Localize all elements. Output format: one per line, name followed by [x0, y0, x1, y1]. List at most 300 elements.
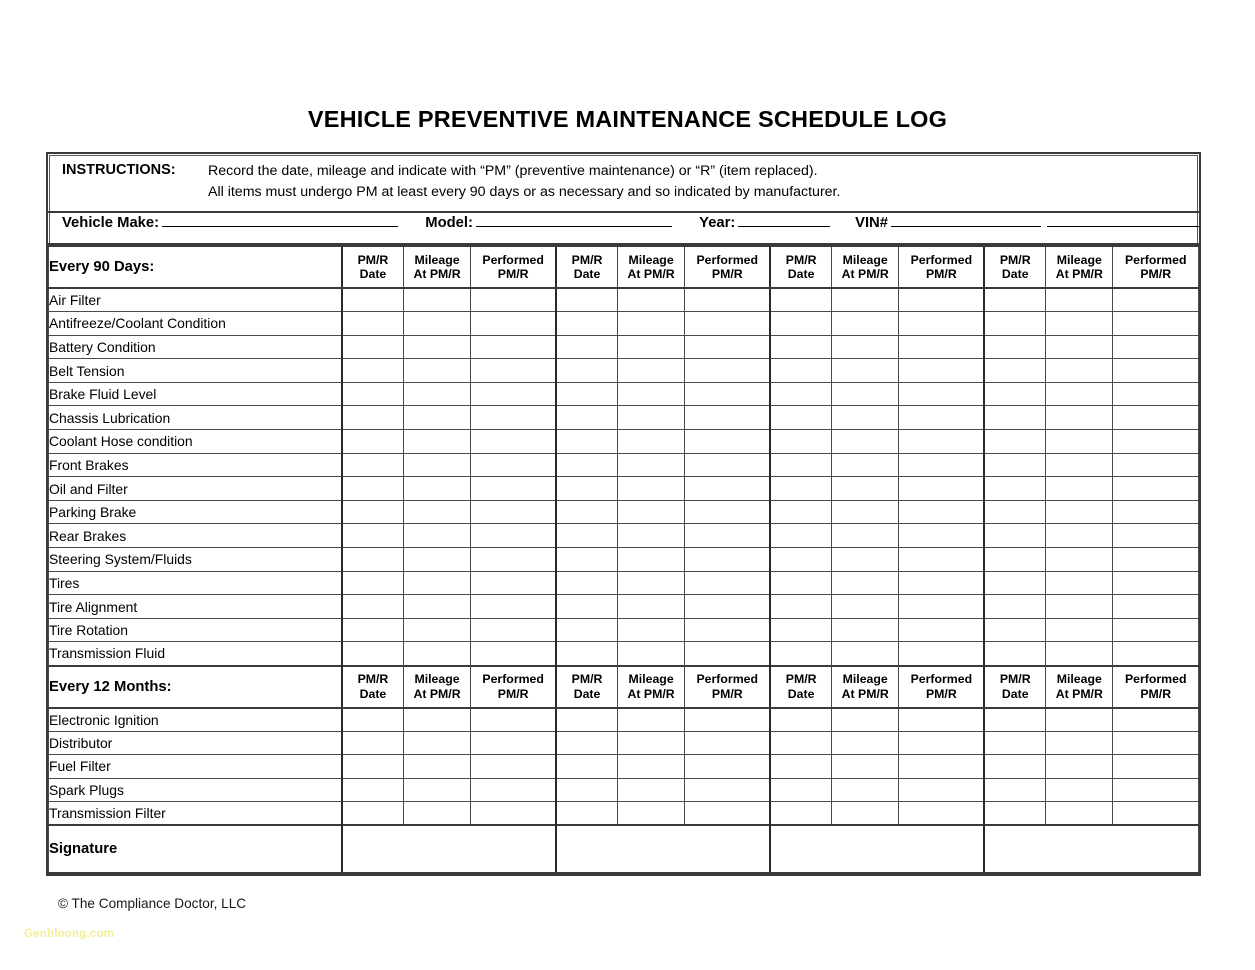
entry-cell-performed[interactable] [685, 382, 770, 406]
entry-cell-performed[interactable] [685, 524, 770, 548]
entry-cell-performed[interactable] [899, 524, 984, 548]
entry-cell-mileage[interactable] [617, 642, 684, 666]
entry-cell-mileage[interactable] [832, 802, 899, 826]
entry-cell-mileage[interactable] [617, 731, 684, 755]
entry-cell-pmr-date[interactable] [984, 359, 1045, 383]
vehicle-vin-field[interactable] [855, 213, 1199, 231]
entry-cell-performed[interactable] [685, 406, 770, 430]
entry-cell-performed[interactable] [899, 708, 984, 732]
entry-cell-performed[interactable] [471, 500, 556, 524]
colheader-performed-pmr: Performed PM/R [685, 666, 770, 708]
colheader-pmr-date: PM/R Date [770, 246, 831, 288]
entry-cell-mileage[interactable] [617, 453, 684, 477]
entry-cell-performed[interactable] [685, 335, 770, 359]
entry-cell-performed[interactable] [471, 382, 556, 406]
entry-cell-pmr-date[interactable] [770, 335, 831, 359]
entry-cell-performed[interactable] [899, 288, 984, 312]
entry-cell-performed[interactable] [471, 778, 556, 802]
vehicle-make-label: Vehicle Make: [62, 215, 160, 231]
entry-cell-pmr-date[interactable] [342, 524, 403, 548]
maintenance-log-form [46, 152, 1201, 876]
entry-cell-performed[interactable] [1113, 406, 1199, 430]
entry-cell-pmr-date[interactable] [984, 731, 1045, 755]
entry-cell-pmr-date[interactable] [770, 312, 831, 336]
entry-cell-mileage[interactable] [1046, 406, 1113, 430]
entry-cell-mileage[interactable] [617, 382, 684, 406]
log-table-body [49, 246, 1199, 873]
entry-cell-pmr-date[interactable] [770, 477, 831, 501]
entry-cell-pmr-date[interactable] [342, 477, 403, 501]
entry-cell-pmr-date[interactable] [556, 500, 617, 524]
entry-cell-pmr-date[interactable] [556, 778, 617, 802]
entry-cell-mileage[interactable] [617, 312, 684, 336]
entry-cell-mileage[interactable] [832, 359, 899, 383]
entry-cell-pmr-date[interactable] [342, 755, 403, 779]
entry-cell-performed[interactable] [471, 731, 556, 755]
entry-cell-performed[interactable] [471, 524, 556, 548]
entry-cell-performed[interactable] [899, 500, 984, 524]
entry-cell-pmr-date[interactable] [556, 802, 617, 826]
entry-cell-pmr-date[interactable] [342, 453, 403, 477]
entry-cell-mileage[interactable] [832, 755, 899, 779]
entry-cell-mileage[interactable] [1046, 731, 1113, 755]
entry-cell-mileage[interactable] [832, 406, 899, 430]
entry-cell-performed[interactable] [685, 288, 770, 312]
entry-cell-pmr-date[interactable] [556, 618, 617, 642]
entry-cell-mileage[interactable] [403, 802, 470, 826]
entry-cell-mileage[interactable] [617, 524, 684, 548]
entry-cell-performed[interactable] [471, 548, 556, 572]
entry-cell-pmr-date[interactable] [556, 548, 617, 572]
entry-cell-mileage[interactable] [832, 731, 899, 755]
item-label: Parking Brake [49, 500, 343, 524]
vehicle-year-field[interactable] [699, 213, 830, 231]
colheader-mileage-at-pmr: Mileage At PM/R [1046, 246, 1113, 288]
entry-cell-pmr-date[interactable] [556, 642, 617, 666]
entry-cell-pmr-date[interactable] [556, 312, 617, 336]
entry-cell-performed[interactable] [471, 335, 556, 359]
entry-cell-pmr-date[interactable] [984, 642, 1045, 666]
entry-cell-performed[interactable] [899, 382, 984, 406]
entry-cell-mileage[interactable] [1046, 524, 1113, 548]
entry-cell-performed[interactable] [899, 453, 984, 477]
entry-cell-pmr-date[interactable] [984, 548, 1045, 572]
entry-cell-performed[interactable] [471, 477, 556, 501]
entry-cell-performed[interactable] [1113, 500, 1199, 524]
vehicle-year-input[interactable] [738, 213, 830, 227]
entry-cell-performed[interactable] [899, 477, 984, 501]
signature-entry-cell[interactable] [556, 825, 770, 873]
entry-cell-pmr-date[interactable] [342, 359, 403, 383]
entry-cell-performed[interactable] [1113, 453, 1199, 477]
entry-cell-mileage[interactable] [832, 430, 899, 454]
entry-cell-pmr-date[interactable] [770, 382, 831, 406]
item-label: Brake Fluid Level [49, 382, 343, 406]
entry-cell-performed[interactable] [471, 708, 556, 732]
entry-cell-performed[interactable] [471, 618, 556, 642]
entry-cell-pmr-date[interactable] [556, 382, 617, 406]
page-title: VEHICLE PREVENTIVE MAINTENANCE SCHEDULE LOG [307, 106, 948, 132]
entry-cell-pmr-date[interactable] [770, 453, 831, 477]
entry-cell-mileage[interactable] [1046, 708, 1113, 732]
entry-cell-mileage[interactable] [832, 778, 899, 802]
entry-cell-pmr-date[interactable] [342, 802, 403, 826]
entry-cell-pmr-date[interactable] [984, 430, 1045, 454]
entry-cell-mileage[interactable] [403, 618, 470, 642]
entry-cell-mileage[interactable] [403, 477, 470, 501]
entry-cell-mileage[interactable] [403, 595, 470, 619]
entry-cell-mileage[interactable] [1046, 382, 1113, 406]
entry-cell-mileage[interactable] [1046, 571, 1113, 595]
entry-cell-mileage[interactable] [403, 453, 470, 477]
entry-cell-mileage[interactable] [617, 595, 684, 619]
entry-cell-mileage[interactable] [403, 548, 470, 572]
entry-cell-mileage[interactable] [832, 335, 899, 359]
entry-cell-mileage[interactable] [403, 642, 470, 666]
entry-cell-performed[interactable] [899, 778, 984, 802]
entry-cell-pmr-date[interactable] [770, 571, 831, 595]
entry-cell-mileage[interactable] [1046, 755, 1113, 779]
entry-cell-performed[interactable] [471, 312, 556, 336]
entry-cell-performed[interactable] [899, 359, 984, 383]
entry-cell-pmr-date[interactable] [770, 618, 831, 642]
entry-cell-pmr-date[interactable] [770, 524, 831, 548]
entry-cell-mileage[interactable] [1046, 359, 1113, 383]
vehicle-vin-input-part1[interactable] [891, 213, 1041, 227]
entry-cell-pmr-date[interactable] [556, 571, 617, 595]
entry-cell-performed[interactable] [471, 755, 556, 779]
entry-cell-performed[interactable] [471, 430, 556, 454]
entry-cell-performed[interactable] [899, 571, 984, 595]
entry-cell-performed[interactable] [1113, 477, 1199, 501]
entry-cell-mileage[interactable] [617, 477, 684, 501]
entry-cell-pmr-date[interactable] [556, 453, 617, 477]
entry-cell-performed[interactable] [1113, 359, 1199, 383]
signature-entry-cell[interactable] [984, 825, 1198, 873]
entry-cell-performed[interactable] [1113, 571, 1199, 595]
entry-cell-performed[interactable] [685, 477, 770, 501]
entry-cell-mileage[interactable] [617, 430, 684, 454]
entry-cell-pmr-date[interactable] [342, 548, 403, 572]
entry-cell-performed[interactable] [899, 312, 984, 336]
table-row [49, 618, 1199, 642]
entry-cell-mileage[interactable] [617, 548, 684, 572]
entry-cell-performed[interactable] [899, 755, 984, 779]
entry-cell-performed[interactable] [1113, 524, 1199, 548]
entry-cell-mileage[interactable] [617, 359, 684, 383]
entry-cell-mileage[interactable] [403, 778, 470, 802]
entry-cell-pmr-date[interactable] [342, 335, 403, 359]
entry-cell-pmr-date[interactable] [984, 477, 1045, 501]
item-label: Tire Alignment [49, 595, 343, 619]
entry-cell-pmr-date[interactable] [770, 548, 831, 572]
entry-cell-pmr-date[interactable] [770, 406, 831, 430]
entry-cell-pmr-date[interactable] [342, 406, 403, 430]
entry-cell-pmr-date[interactable] [984, 312, 1045, 336]
section-header-row [49, 246, 1199, 288]
entry-cell-mileage[interactable] [403, 288, 470, 312]
entry-cell-pmr-date[interactable] [556, 430, 617, 454]
table-row [49, 453, 1199, 477]
entry-cell-mileage[interactable] [617, 778, 684, 802]
entry-cell-mileage[interactable] [403, 731, 470, 755]
entry-cell-mileage[interactable] [832, 477, 899, 501]
entry-cell-performed[interactable] [899, 618, 984, 642]
entry-cell-mileage[interactable] [403, 406, 470, 430]
entry-cell-performed[interactable] [685, 430, 770, 454]
entry-cell-pmr-date[interactable] [770, 731, 831, 755]
entry-cell-pmr-date[interactable] [556, 731, 617, 755]
entry-cell-pmr-date[interactable] [984, 288, 1045, 312]
entry-cell-performed[interactable] [685, 708, 770, 732]
entry-cell-mileage[interactable] [1046, 453, 1113, 477]
entry-cell-pmr-date[interactable] [770, 430, 831, 454]
colheader-mileage-at-pmr: Mileage At PM/R [832, 246, 899, 288]
entry-cell-performed[interactable] [471, 406, 556, 430]
entry-cell-mileage[interactable] [1046, 618, 1113, 642]
entry-cell-mileage[interactable] [1046, 430, 1113, 454]
entry-cell-performed[interactable] [685, 548, 770, 572]
entry-cell-mileage[interactable] [403, 359, 470, 383]
entry-cell-performed[interactable] [471, 595, 556, 619]
entry-cell-performed[interactable] [1113, 642, 1199, 666]
entry-cell-pmr-date[interactable] [556, 595, 617, 619]
entry-cell-pmr-date[interactable] [984, 524, 1045, 548]
entry-cell-pmr-date[interactable] [770, 642, 831, 666]
entry-cell-pmr-date[interactable] [342, 618, 403, 642]
entry-cell-performed[interactable] [685, 500, 770, 524]
entry-cell-performed[interactable] [471, 359, 556, 383]
entry-cell-pmr-date[interactable] [984, 500, 1045, 524]
entry-cell-mileage[interactable] [617, 755, 684, 779]
entry-cell-pmr-date[interactable] [556, 755, 617, 779]
entry-cell-mileage[interactable] [832, 382, 899, 406]
entry-cell-pmr-date[interactable] [984, 802, 1045, 826]
entry-cell-pmr-date[interactable] [770, 595, 831, 619]
entry-cell-performed[interactable] [685, 778, 770, 802]
entry-cell-mileage[interactable] [617, 708, 684, 732]
signature-entry-cell[interactable] [342, 825, 556, 873]
entry-cell-mileage[interactable] [403, 382, 470, 406]
entry-cell-performed[interactable] [471, 453, 556, 477]
item-label: Battery Condition [49, 335, 343, 359]
entry-cell-pmr-date[interactable] [342, 708, 403, 732]
entry-cell-mileage[interactable] [1046, 802, 1113, 826]
entry-cell-mileage[interactable] [832, 642, 899, 666]
entry-cell-pmr-date[interactable] [984, 335, 1045, 359]
entry-cell-mileage[interactable] [1046, 500, 1113, 524]
entry-cell-pmr-date[interactable] [984, 453, 1045, 477]
entry-cell-mileage[interactable] [617, 571, 684, 595]
entry-cell-mileage[interactable] [617, 335, 684, 359]
table-row [49, 731, 1199, 755]
entry-cell-mileage[interactable] [832, 708, 899, 732]
entry-cell-mileage[interactable] [832, 312, 899, 336]
entry-cell-pmr-date[interactable] [342, 312, 403, 336]
colheader-mileage-at-pmr: Mileage At PM/R [617, 246, 684, 288]
vehicle-model-field[interactable] [425, 213, 672, 231]
entry-cell-pmr-date[interactable] [556, 359, 617, 383]
item-label: Air Filter [49, 288, 343, 312]
entry-cell-mileage[interactable] [832, 548, 899, 572]
entry-cell-performed[interactable] [685, 595, 770, 619]
entry-cell-performed[interactable] [685, 359, 770, 383]
entry-cell-performed[interactable] [899, 731, 984, 755]
entry-cell-mileage[interactable] [1046, 335, 1113, 359]
colheader-performed-pmr: Performed PM/R [1113, 246, 1199, 288]
entry-cell-mileage[interactable] [832, 453, 899, 477]
entry-cell-performed[interactable] [1113, 430, 1199, 454]
entry-cell-pmr-date[interactable] [770, 359, 831, 383]
entry-cell-performed[interactable] [1113, 382, 1199, 406]
entry-cell-performed[interactable] [471, 288, 556, 312]
vehicle-model-input[interactable] [476, 213, 672, 227]
signature-entry-cell[interactable] [770, 825, 984, 873]
item-label: Electronic Ignition [49, 708, 343, 732]
entry-cell-pmr-date[interactable] [342, 500, 403, 524]
colheader-performed-pmr: Performed PM/R [471, 666, 556, 708]
entry-cell-mileage[interactable] [832, 595, 899, 619]
table-row [49, 430, 1199, 454]
colheader-mileage-at-pmr: Mileage At PM/R [832, 666, 899, 708]
entry-cell-pmr-date[interactable] [342, 595, 403, 619]
entry-cell-mileage[interactable] [832, 618, 899, 642]
entry-cell-performed[interactable] [1113, 755, 1199, 779]
entry-cell-pmr-date[interactable] [984, 382, 1045, 406]
colheader-performed-pmr: Performed PM/R [899, 246, 984, 288]
entry-cell-performed[interactable] [1113, 548, 1199, 572]
entry-cell-pmr-date[interactable] [770, 755, 831, 779]
entry-cell-pmr-date[interactable] [556, 406, 617, 430]
entry-cell-performed[interactable] [1113, 595, 1199, 619]
table-row [49, 500, 1199, 524]
entry-cell-pmr-date[interactable] [556, 708, 617, 732]
colheader-pmr-date: PM/R Date [556, 246, 617, 288]
entry-cell-mileage[interactable] [403, 571, 470, 595]
entry-cell-pmr-date[interactable] [342, 731, 403, 755]
table-row [49, 755, 1199, 779]
entry-cell-performed[interactable] [899, 430, 984, 454]
entry-cell-mileage[interactable] [1046, 477, 1113, 501]
entry-cell-pmr-date[interactable] [342, 642, 403, 666]
vehicle-make-input[interactable] [162, 213, 398, 227]
entry-cell-performed[interactable] [685, 642, 770, 666]
entry-cell-performed[interactable] [1113, 312, 1199, 336]
vehicle-vin-label: VIN# [855, 215, 888, 231]
entry-cell-mileage[interactable] [832, 524, 899, 548]
entry-cell-mileage[interactable] [617, 406, 684, 430]
entry-cell-mileage[interactable] [617, 500, 684, 524]
entry-cell-pmr-date[interactable] [556, 477, 617, 501]
entry-cell-mileage[interactable] [403, 335, 470, 359]
entry-cell-pmr-date[interactable] [770, 288, 831, 312]
entry-cell-performed[interactable] [899, 548, 984, 572]
entry-cell-pmr-date[interactable] [556, 335, 617, 359]
entry-cell-performed[interactable] [899, 802, 984, 826]
entry-cell-pmr-date[interactable] [342, 778, 403, 802]
entry-cell-mileage[interactable] [403, 500, 470, 524]
entry-cell-pmr-date[interactable] [984, 571, 1045, 595]
entry-cell-performed[interactable] [1113, 731, 1199, 755]
entry-cell-pmr-date[interactable] [342, 430, 403, 454]
entry-cell-performed[interactable] [1113, 335, 1199, 359]
entry-cell-performed[interactable] [471, 802, 556, 826]
entry-cell-mileage[interactable] [403, 708, 470, 732]
entry-cell-performed[interactable] [685, 312, 770, 336]
entry-cell-pmr-date[interactable] [770, 708, 831, 732]
entry-cell-performed[interactable] [1113, 288, 1199, 312]
vehicle-vin-input-part2[interactable] [1047, 213, 1199, 227]
entry-cell-mileage[interactable] [403, 755, 470, 779]
entry-cell-pmr-date[interactable] [342, 288, 403, 312]
entry-cell-performed[interactable] [1113, 618, 1199, 642]
entry-cell-pmr-date[interactable] [984, 778, 1045, 802]
entry-cell-performed[interactable] [1113, 778, 1199, 802]
entry-cell-performed[interactable] [471, 642, 556, 666]
table-row [49, 802, 1199, 826]
entry-cell-pmr-date[interactable] [342, 571, 403, 595]
entry-cell-mileage[interactable] [832, 500, 899, 524]
entry-cell-mileage[interactable] [832, 571, 899, 595]
entry-cell-mileage[interactable] [617, 618, 684, 642]
entry-cell-pmr-date[interactable] [556, 288, 617, 312]
entry-cell-pmr-date[interactable] [984, 595, 1045, 619]
entry-cell-pmr-date[interactable] [770, 802, 831, 826]
entry-cell-mileage[interactable] [403, 524, 470, 548]
entry-cell-mileage[interactable] [1046, 548, 1113, 572]
entry-cell-performed[interactable] [471, 571, 556, 595]
entry-cell-performed[interactable] [685, 618, 770, 642]
entry-cell-mileage[interactable] [1046, 642, 1113, 666]
entry-cell-mileage[interactable] [1046, 312, 1113, 336]
entry-cell-performed[interactable] [1113, 802, 1199, 826]
entry-cell-pmr-date[interactable] [984, 708, 1045, 732]
entry-cell-mileage[interactable] [832, 288, 899, 312]
item-label: Steering System/Fluids [49, 548, 343, 572]
table-row [49, 312, 1199, 336]
entry-cell-performed[interactable] [685, 453, 770, 477]
entry-cell-pmr-date[interactable] [556, 524, 617, 548]
item-label: Spark Plugs [49, 778, 343, 802]
entry-cell-pmr-date[interactable] [342, 382, 403, 406]
entry-cell-pmr-date[interactable] [770, 778, 831, 802]
entry-cell-performed[interactable] [685, 571, 770, 595]
entry-cell-performed[interactable] [899, 642, 984, 666]
entry-cell-mileage[interactable] [617, 288, 684, 312]
vehicle-make-field[interactable] [62, 213, 398, 231]
entry-cell-mileage[interactable] [1046, 778, 1113, 802]
entry-cell-pmr-date[interactable] [984, 406, 1045, 430]
entry-cell-mileage[interactable] [617, 802, 684, 826]
entry-cell-mileage[interactable] [1046, 595, 1113, 619]
entry-cell-pmr-date[interactable] [984, 755, 1045, 779]
entry-cell-mileage[interactable] [403, 430, 470, 454]
entry-cell-performed[interactable] [685, 802, 770, 826]
entry-cell-pmr-date[interactable] [984, 618, 1045, 642]
entry-cell-performed[interactable] [1113, 708, 1199, 732]
colheader-performed-pmr: Performed PM/R [899, 666, 984, 708]
entry-cell-performed[interactable] [899, 595, 984, 619]
entry-cell-pmr-date[interactable] [770, 500, 831, 524]
entry-cell-mileage[interactable] [1046, 288, 1113, 312]
entry-cell-mileage[interactable] [403, 312, 470, 336]
entry-cell-performed[interactable] [685, 731, 770, 755]
entry-cell-performed[interactable] [899, 406, 984, 430]
item-label: Coolant Hose condition [49, 430, 343, 454]
entry-cell-performed[interactable] [685, 755, 770, 779]
item-label: Distributor [49, 731, 343, 755]
entry-cell-performed[interactable] [899, 335, 984, 359]
